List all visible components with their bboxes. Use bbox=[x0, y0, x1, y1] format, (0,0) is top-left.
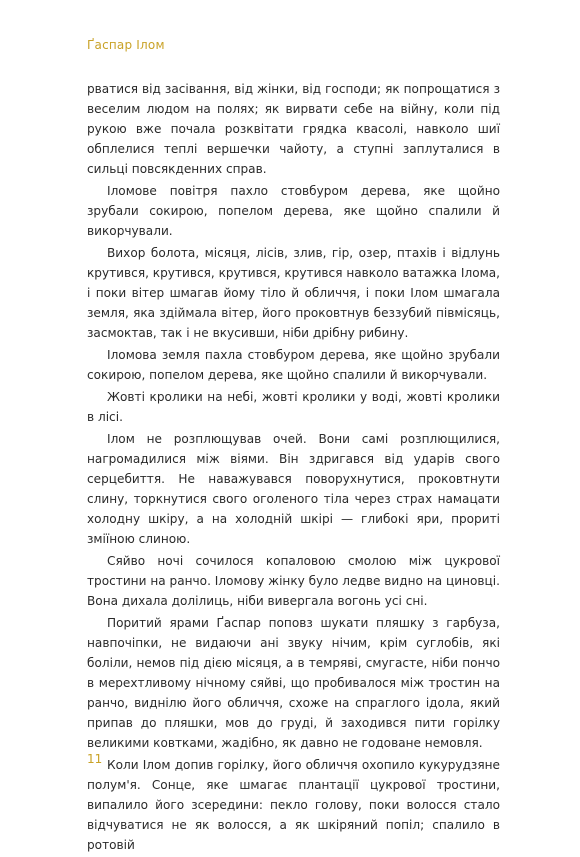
paragraph: Сяйво ночі сочилося копаловою смолою між цукрової тростини на ранчо. Іломову жінку було ледве видно на циновці. Вона дихала долілиць, ніби вивергала вогонь усі сні. bbox=[87, 554, 500, 608]
paragraph: Ілом не розплющував очей. Вони самі розплющилися, нагромадилися між віями. Він здригався від ударів свого серцебиття. Не наважувався поворухнутися, проковтнути слину, торкнутися свого оголеного тіла через страх намацати холодну шкіру, а на холодній шкірі — глибокі яри, прориті зміїною слиною. bbox=[87, 432, 500, 546]
page-body bbox=[87, 79, 500, 857]
paragraph: рватися від засівання, від жінки, від господи; як попрощатися з веселим людом на полях; як вирвати себе на війну, коли під рукою вже почала розквітати грядка квасолі, навколо шиї обплелися теплі вершечки чайоту, а ступні заплуталися в сильці повсякденних справ. bbox=[87, 82, 500, 176]
paragraph: Коли Ілом допив горілку, його обличчя охопило кукурудзяне полум'я. Сонце, яке шмагає плантації цукрової тростини, випалило його зсередини: пекло голову, поки волосся стало відчуватися не як волосся, а як шкіряний попіл; спалило в ротовій bbox=[87, 758, 500, 852]
running-head-title: Ґаспар Ілом bbox=[87, 38, 165, 52]
paragraph: Вихор болота, місяця, лісів, злив, гір, озер, птахів і відлунь крутився, крутився, крутився, крутився навколо ватажка Ілома, і поки вітер шмагав йому тіло й обличчя, і поки Ілом шмагала земля, яка здіймала вітер, його проковтнув беззубий півмісяць, засмоктав, так і не вкусивши, ніби дрібну рибину. bbox=[87, 246, 500, 340]
paragraph: Поритий ярами Ґаспар поповз шукати пляшку з гарбуза, навпочіпки, не видаючи ані звуку нічим, крім суглобів, які боліли, немов під дією місяця, а в темряві, смугасте, ніби пончо в мерехтливому нічному сяйві, що пробивалося між тростин на ранчо, виднілю його обличчя, схоже на спраглого ідола, який припав до пляшки, мов до груді, й заходився пити горілку великими ковтками, жадібно, як давно не годоване немовля. bbox=[87, 616, 500, 750]
paragraph: Іломова земля пахла стовбуром дерева, яке щойно зрубали сокирою, попелом дерева, яке щойно спалили й викорчували. bbox=[87, 348, 500, 382]
paragraph: Жовті кролики на небі, жовті кролики у воді, жовті кролики в лісі. bbox=[87, 390, 500, 424]
page-number: 11 bbox=[87, 752, 103, 766]
paragraph: Іломове повітря пахло стовбуром дерева, яке щойно зрубали сокирою, попелом дерева, яке щойно спалили й викорчували. bbox=[87, 184, 500, 238]
